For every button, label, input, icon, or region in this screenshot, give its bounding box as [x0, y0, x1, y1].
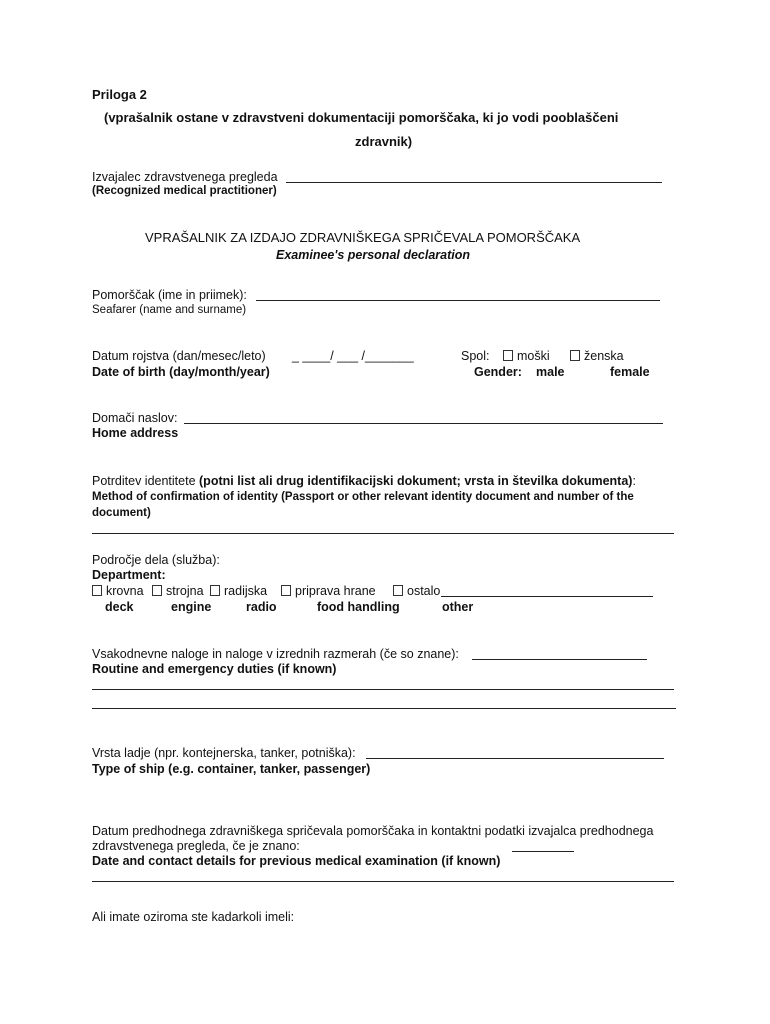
duties-field[interactable]: [472, 659, 647, 660]
identity-label-bold: (potni list ali drug identifikacijski dokument; vrsta in številka dokumenta): [199, 474, 633, 488]
ship-type-field[interactable]: [366, 758, 664, 759]
identity-label: [92, 474, 636, 489]
identity-label-en-line2: document): [92, 507, 151, 519]
practitioner-label: Izvajalec zdravstvenega pregleda: [92, 170, 278, 184]
department-label-en: Department:: [92, 568, 166, 582]
practitioner-label-en: (Recognized medical practitioner): [92, 185, 277, 197]
duties-label-en: Routine and emergency duties (if known): [92, 662, 337, 676]
department-option-other-en: other: [442, 600, 474, 614]
gender-female-option[interactable]: [570, 349, 624, 364]
gender-label: Spol:: [461, 349, 490, 363]
previous-exam-field[interactable]: [512, 851, 574, 852]
seafarer-label: Pomorščak (ime in priimek):: [92, 288, 247, 302]
form-subtitle: Examinee's personal declaration: [276, 248, 471, 262]
checkbox-icon: [92, 585, 102, 596]
identity-field[interactable]: [92, 533, 674, 534]
department-option-deck-en: deck: [105, 600, 134, 614]
birth-label: Datum rojstva (dan/mesec/leto): [92, 349, 266, 363]
gender-male-label: moški: [517, 349, 550, 363]
header-note-line2: zdravnik): [355, 134, 413, 149]
annex-label: Priloga 2: [92, 87, 147, 102]
department-label: Področje dela (služba):: [92, 553, 220, 567]
option-label: priprava hrane: [295, 584, 376, 598]
birth-label-en: Date of birth (day/month/year): [92, 365, 270, 379]
previous-exam-field-line2[interactable]: [92, 881, 674, 882]
gender-label-en: Gender:: [474, 365, 522, 379]
option-label: strojna: [166, 584, 204, 598]
address-label-en: Home address: [92, 426, 179, 440]
form-title: VPRAŠALNIK ZA IZDAJO ZDRAVNIŠKEGA SPRIČEVALA POMORŠČAKA: [145, 230, 581, 245]
department-option-radio[interactable]: [210, 584, 267, 599]
identity-label-prefix: Potrditev identitete: [92, 474, 200, 488]
duties-label: Vsakodnevne naloge in naloge v izrednih razmerah (če so znane):: [92, 647, 459, 661]
header-note-line1: (vprašalnik ostane v zdravstveni dokumentaciji pomorščaka, ki jo vodi pooblaščeni: [104, 110, 619, 125]
address-field[interactable]: [184, 423, 663, 424]
department-option-food-handling[interactable]: [281, 584, 376, 599]
gender-male-option[interactable]: [503, 349, 550, 364]
checkbox-icon: [393, 585, 403, 596]
address-label: Domači naslov:: [92, 411, 178, 425]
duties-field-line2[interactable]: [92, 689, 674, 690]
gender-female-label: ženska: [584, 349, 624, 363]
department-option-engine-en: engine: [171, 600, 212, 614]
previous-exam-label-en: Date and contact details for previous medical examination (if known): [92, 854, 501, 868]
practitioner-field[interactable]: [286, 182, 662, 183]
department-option-engine[interactable]: [152, 584, 204, 599]
identity-label-suffix: :: [632, 474, 636, 488]
checkbox-icon: [570, 350, 580, 361]
ship-type-label: Vrsta ladje (npr. kontejnerska, tanker, potniška):: [92, 746, 356, 760]
medical-history-question: Ali imate oziroma ste kadarkoli imeli:: [92, 910, 295, 924]
department-option-deck[interactable]: [92, 584, 144, 599]
checkbox-icon: [210, 585, 220, 596]
option-label: radijska: [224, 584, 268, 598]
previous-exam-label-line2: zdravstvenega pregleda, če je znano:: [92, 839, 300, 853]
seafarer-name-field[interactable]: [256, 300, 660, 301]
birth-date-field[interactable]: _ ____/ ___ /_______: [292, 349, 414, 363]
duties-field-line3[interactable]: [92, 708, 676, 709]
seafarer-label-en: Seafarer (name and surname): [92, 304, 247, 316]
checkbox-icon: [281, 585, 291, 596]
gender-male-en: male: [536, 365, 565, 379]
department-option-other[interactable]: [393, 584, 440, 599]
gender-female-en: female: [610, 365, 650, 379]
option-label: ostalo: [407, 584, 441, 598]
identity-label-en-line1: Method of confirmation of identity (Passport or other relevant identity document and number of the: [92, 491, 634, 503]
department-option-food-handling-en: food handling: [317, 600, 400, 614]
department-other-field[interactable]: [441, 596, 653, 597]
checkbox-icon: [152, 585, 162, 596]
option-label: krovna: [106, 584, 144, 598]
department-option-radio-en: radio: [246, 600, 277, 614]
previous-exam-label-line1: Datum predhodnega zdravniškega spričevala pomorščaka in kontaktni podatki izvajalca predhodnega: [92, 824, 654, 838]
checkbox-icon: [503, 350, 513, 361]
ship-type-label-en: Type of ship (e.g. container, tanker, passenger): [92, 762, 371, 776]
